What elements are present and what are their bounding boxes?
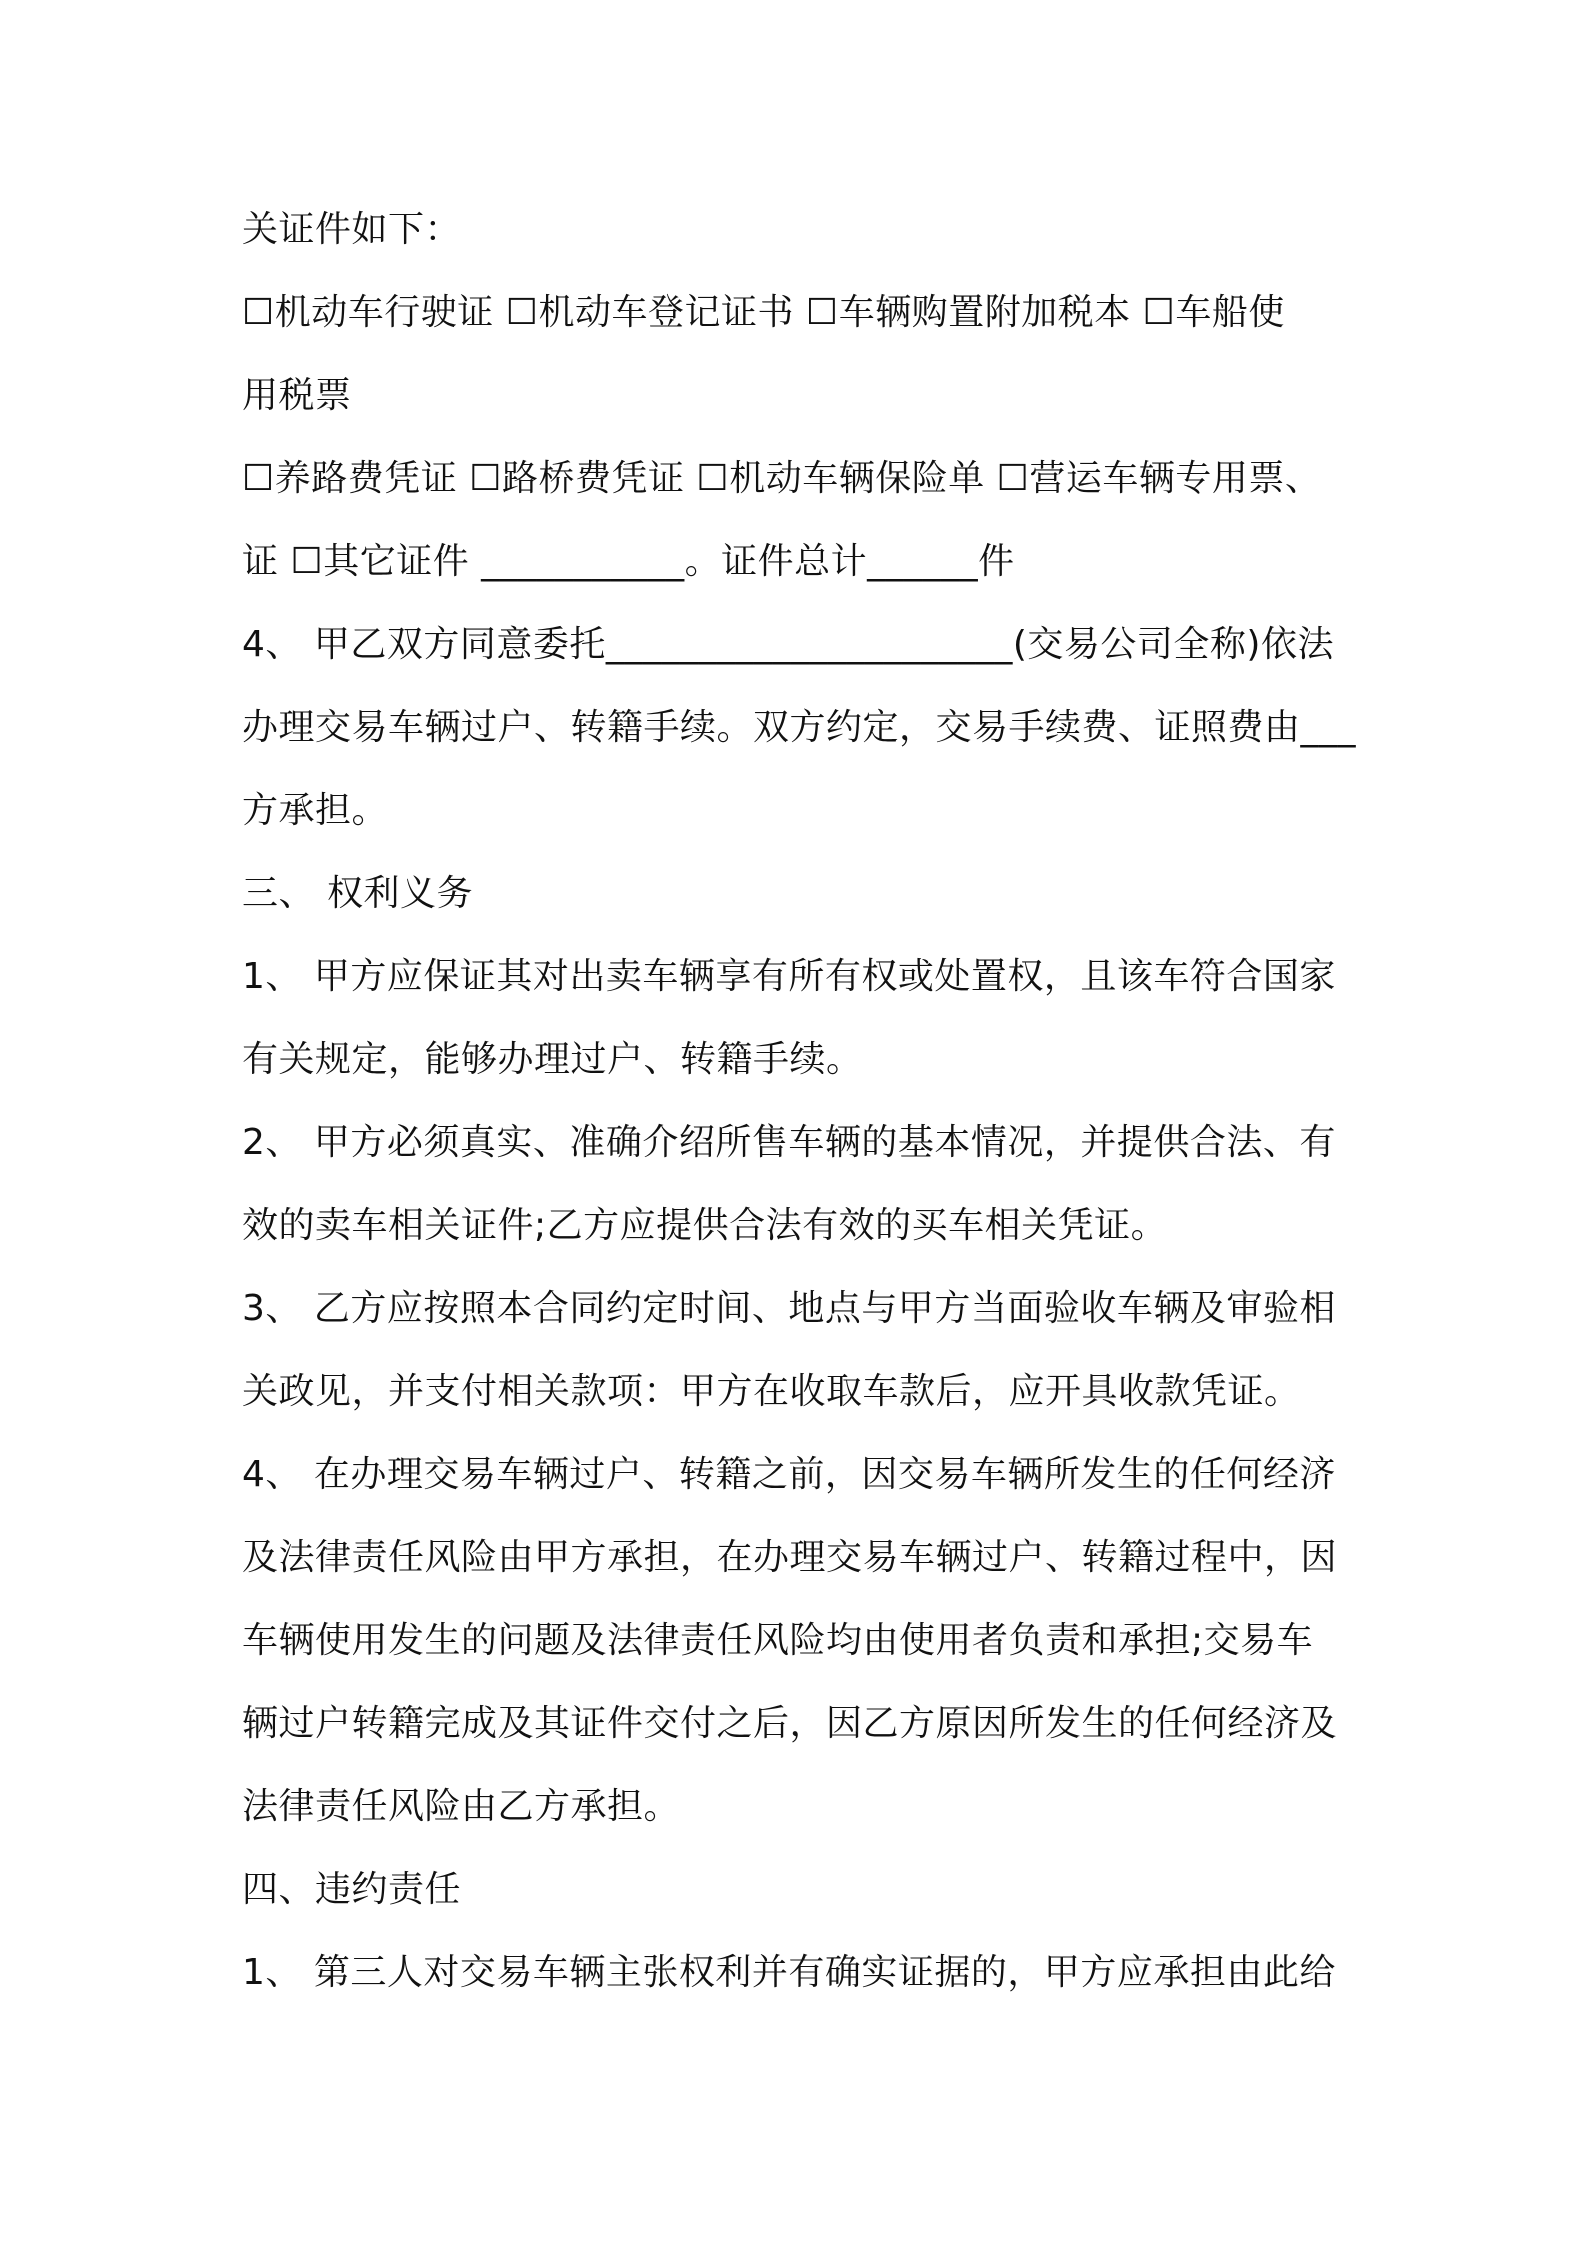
text-line: 1、 甲方应保证其对出卖车辆享有所有权或处置权，且该车符合国家 <box>242 956 1336 997</box>
text-line: 1、 第三人对交易车辆主张权利并有确实证据的，甲方应承担由此给 <box>242 1952 1336 1993</box>
text-line: ☐养路费凭证 ☐路桥费凭证 ☐机动车辆保险单 ☐营运车辆专用票、 <box>242 458 1322 499</box>
text-line: 及法律责任风险由甲方承担，在办理交易车辆过户、转籍过程中，因 <box>242 1537 1338 1578</box>
text-line: 证 ☐其它证件 ___________。证件总计______件 <box>242 541 1015 582</box>
text-line: 辆过户转籍完成及其证件交付之后，因乙方原因所发生的任何经济及 <box>242 1703 1338 1744</box>
text-line: ☐机动车行驶证 ☐机动车登记证书 ☐车辆购置附加税本 ☐车船使 <box>242 292 1285 333</box>
text-line: 车辆使用发生的问题及法律责任风险均由使用者负责和承担;交易车 <box>242 1620 1314 1661</box>
text-line: 效的卖车相关证件;乙方应提供合法有效的买车相关凭证。 <box>242 1205 1168 1246</box>
text-line: 关政见，并支付相关款项：甲方在收取车款后，应开具收款凭证。 <box>242 1371 1301 1412</box>
text-line: 4、 甲乙双方同意委托______________________(交易公司全称)依法 <box>242 624 1334 665</box>
text-line: 4、 在办理交易车辆过户、转籍之前，因交易车辆所发生的任何经济 <box>242 1454 1336 1495</box>
text-line: 有关规定，能够办理过户、转籍手续。 <box>242 1039 863 1080</box>
text-line: 3、 乙方应按照本合同约定时间、地点与甲方当面验收车辆及审验相 <box>242 1288 1336 1329</box>
section-heading: 三、 权利义务 <box>242 873 473 914</box>
text-line: 办理交易车辆过户、转籍手续。双方约定，交易手续费、证照费由___ <box>242 707 1357 748</box>
text-line: 方承担。 <box>242 790 389 831</box>
text-line: 关证件如下： <box>242 209 462 250</box>
text-line: 2、 甲方必须真实、准确介绍所售车辆的基本情况，并提供合法、有 <box>242 1122 1336 1163</box>
text-line: 用税票 <box>242 375 352 416</box>
text-line: 法律责任风险由乙方承担。 <box>242 1786 681 1827</box>
section-heading: 四、违约责任 <box>242 1869 462 1910</box>
